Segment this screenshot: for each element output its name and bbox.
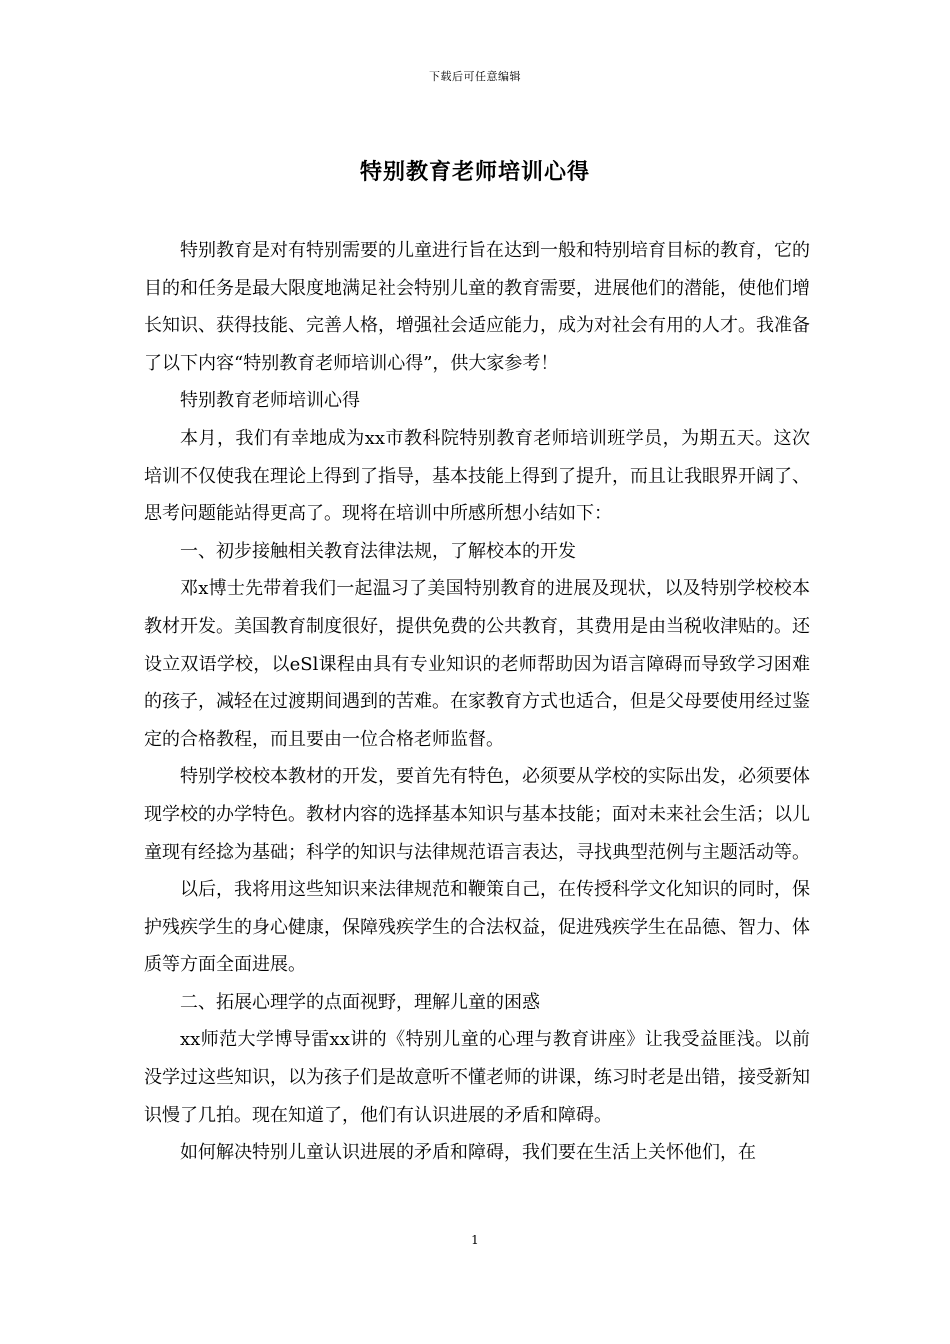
paragraph: 特别学校校本教材的开发，要首先有特色，必须要从学校的实际出发，必须要体现学校的办学特色。教材内容的选择基本知识与基本技能；面对未来社会生活；以儿童现有经捻为基础；科学的知识与法律规范语言表达，寻找典型范例与主题活动等。 [144, 766, 810, 863]
paragraph-subtitle: 特别教育老师培训心得 [180, 390, 360, 412]
document-body [144, 232, 810, 1172]
paragraph: 以后，我将用这些知识来法律规范和鞭策自己，在传授科学文化知识的同时，保护残疾学生的身心健康，保障残疾学生的合法权益，促进残疾学生在品德、智力、体质等方面全面进展。 [144, 879, 810, 976]
paragraph: 本月，我们有幸地成为xx市教科院特别教育老师培训班学员，为期五天。这次培训不仅使我在理论上得到了指导，基本技能上得到了提升，而且让我眼界开阔了、思考问题能站得更高了。现将在培训中所感所想小结如下： [144, 427, 810, 525]
section-heading: 一、初步接触相关教育法律法规，了解校本的开发 [180, 540, 576, 562]
paragraph: 如何解决特别儿童认识进展的矛盾和障碍，我们要在生活上关怀他们，在 [180, 1142, 756, 1164]
paragraph-intro: 特别教育是对有特别需要的儿童进行旨在达到一般和特别培育目标的教育，它的目的和任务是最大限度地满足社会特别儿童的教育需要，进展他们的潜能，使他们增长知识、获得技能、完善人格，增强社会适应能力，成为对社会有用的人才。我准备了以下内容“特别教育老师培训心得”，供大家参考！ [144, 240, 810, 374]
page-number: 1 [471, 1233, 479, 1247]
header-note: 下载后可任意编辑 [429, 70, 521, 83]
section-heading: 二、拓展心理学的点面视野，理解儿童的困惑 [180, 991, 540, 1013]
document-title: 特别教育老师培训心得 [359, 159, 590, 185]
paragraph: 邓x博士先带着我们一起温习了美国特别教育的进展及现状，以及特别学校校本教材开发。美国教育制度很好，提供免费的公共教育，其费用是由当税收津贴的。还设立双语学校，以eSl课程由具有专业知识的老师帮助因为语言障碍而导致学习困难的孩子，减轻在过渡期间遇到的苦难。在家教育方式也适合，但是父母要使用经过鉴定的合格教程，而且要由一位合格老师监督。 [144, 578, 810, 750]
paragraph: xx师范大学博导雷xx讲的《特别儿童的心理与教育讲座》让我受益匪浅。以前没学过这些知识，以为孩子们是故意听不懂老师的讲课，练习时老是出错，接受新知识慢了几拍。现在知道了，他们有认识进展的矛盾和障碍。 [144, 1029, 810, 1126]
